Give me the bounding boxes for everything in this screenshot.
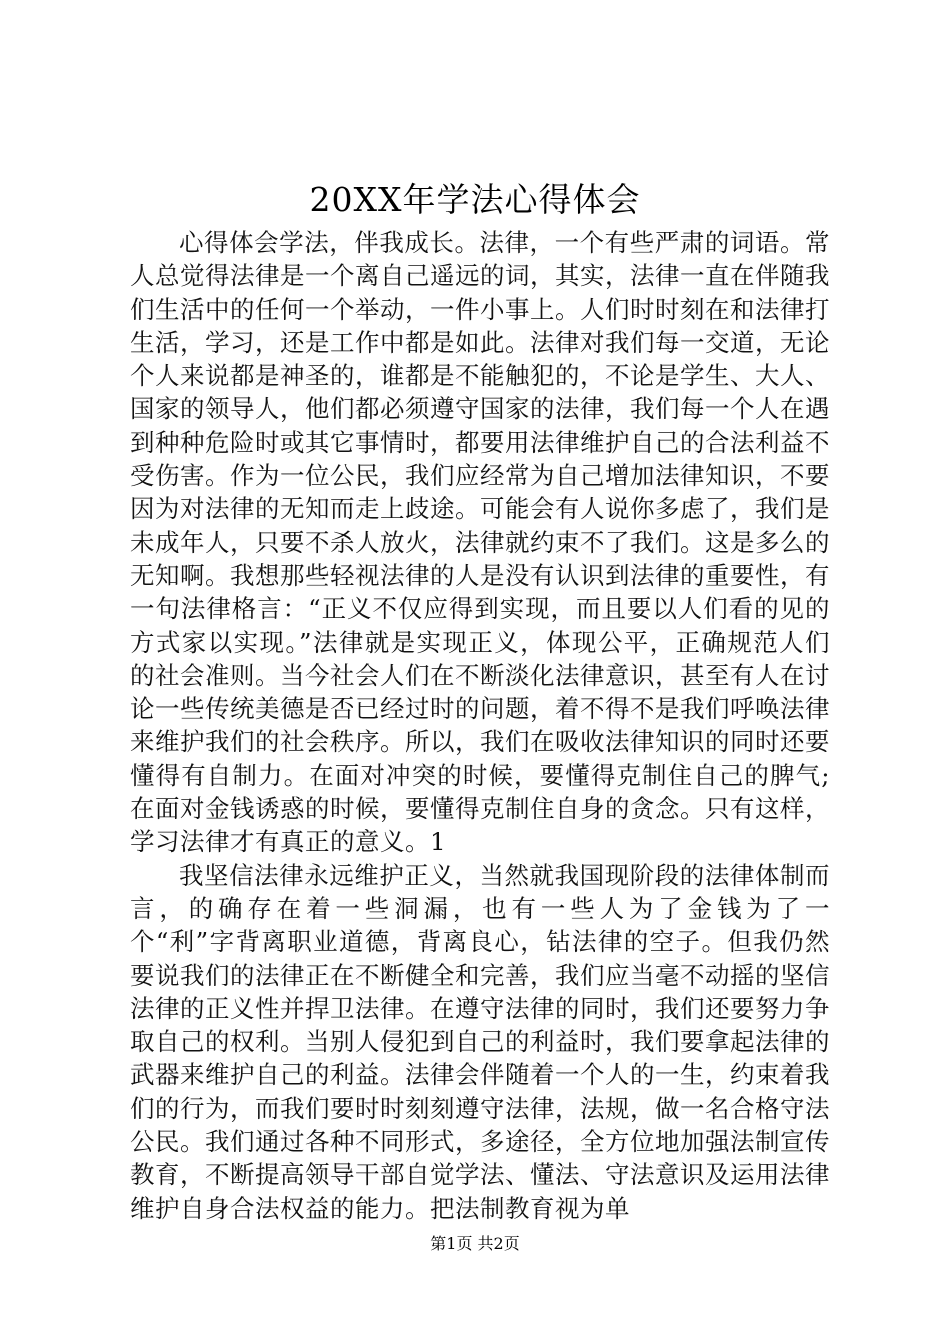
paragraph-2: 我坚信法律永远维护正义，当然就我国现阶段的法律体制而言，的确存在着一些洞漏，也有一些人为了金钱为了一个“利”字背离职业道德，背离良心，钻法律的空子。但我仍然要说我们的法律正在不断健全和完善，我们应当毫不动摇的坚信法律的正义性并捍卫法律。在遵守法律的同时，我们还要努力争取自己的权利。当别人侵犯到自己的利益时，我们要拿起法律的武器来维护自己的利益。法律会伴随着一个人的一生，约束着我们的行为，而我们要时时刻刻遵守法律，法规，做一名合格守法公民。我们通过各种不同形式，多途径，全方位地加强法制宣传教育，不断提高领导干部自觉学法、懂法、守法意识及运用法律维护自身合法权益的能力。把法制教育视为单	[130, 860, 830, 1223]
document-title: 20XX年学法心得体会	[309, 180, 641, 219]
paragraph-1: 心得体会学法，伴我成长。法律，一个有些严肃的词语。常人总觉得法律是一个离自己遥远的词，其实，法律一直在伴随我们生活中的任何一个举动，一件小事上。人们时时刻在和法律打生活，学习，还是工作中都是如此。法律对我们每一交道，无论个人来说都是神圣的，谁都是不能触犯的，不论是学生、大人、国家的领导人，他们都必须遵守国家的法律，我们每一个人在遇到种种危险时或其它事情时，都要用法律维护自己的合法利益不受伤害。作为一位公民，我们应经常为自己增加法律知识，不要因为对法律的无知而走上歧途。可能会有人说你多虑了，我们是未成年人，只要不杀人放火，法律就约束不了我们。这是多么的无知啊。我想那些轻视法律的人是没有认识到法律的重要性，有一句法律格言：“正义不仅应得到实现，而且要以人们看的见的方式家以实现。”法律就是实现正义，体现公平，正确规范人们的社会准则。当今社会人们在不断淡化法律意识，甚至有人在讨论一些传统美德是否已经过时的问题，着不得不是我们呼唤法律来维护我们的社会秩序。所以，我们在吸收法律知识的同时还要懂得有自制力。在面对冲突的时候，要懂得克制住自己的脾气;在面对金钱诱惑的时候，要懂得克制住自身的贪念。只有这样，学习法律才有真正的意义。1	[130, 228, 830, 857]
document-body	[130, 226, 830, 1225]
page-footer: 第1页 共2页	[430, 1234, 520, 1253]
